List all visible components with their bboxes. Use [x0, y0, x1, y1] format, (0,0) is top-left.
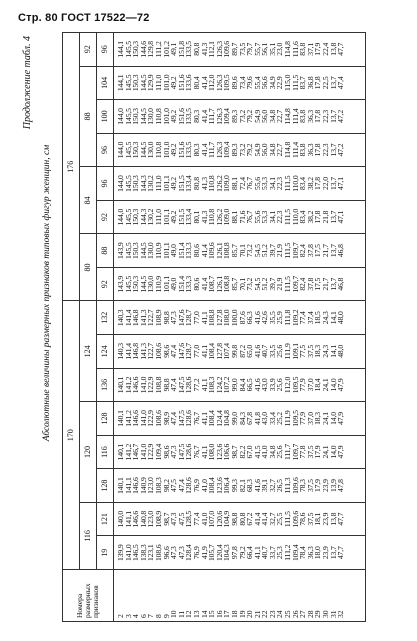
- column-header: 121: [97, 502, 114, 536]
- data-column: 140,1 141,1 146,6 140,9 123,0 108,3 98,2 47,5 47,4 128,6 76,9 41,0 108,4 123,6 106,4 99,3 82,1 68,3 41,6 39,1 32,7 26,5 111,3 109,6 78,3 37,5 17,9 23,9 13,9 47,8: [114, 469, 366, 503]
- column-header: 136: [97, 368, 114, 402]
- row-header-label: [63, 570, 114, 622]
- column-header: 96: [97, 167, 114, 201]
- data-column: 144,0 145,5 150,3 144,5 130,0 110,8 101,0 49,2 151,6 133,5 80,3 41,4 111,7 126,3 109,4 89,3 73,2 79,2 54,9 56,0 34,8 22,7 114,8 111,4 83,8 36,3 17,8 22,3 13,7 47,2: [114, 133, 366, 167]
- data-column: 144,1 145,5 150,3 144,6 129,8 111,2 101,2 49,1 151,8 133,5 80,8 41,3 112,1 126,3 109,6 89,7 73,5 79,7 55,7 56,1 35,1 23,0 114,8 111,6 83,8 37,1 17,9 22,4 13,8 47,7: [114, 33, 366, 67]
- subgroup-header: 88: [80, 66, 97, 167]
- subgroup-header: 92: [80, 33, 97, 67]
- data-column: 140,1 141,2 146,6 141,0 122,9 108,6 98,9 47,4 147,5 128,6 76,7 41,1 108,4 124,4 104,8 99,0 84,3 67,8 41,8 43,0 33,4 25,2 111,9 109,5 77,9 37,0 18,3 24,1 14,0 47,9: [114, 402, 366, 436]
- column-header: 92: [97, 200, 114, 234]
- data-column: 144,0 145,5 150,3 144,3 130,2 111,0 101,1 49,2 151,5 133,4 80,8 41,3 110,8 126,2 109,0 88,1 72,4 76,7 55,6 53,3 34,1 22,3 111,5 110,0 83,4 38,2 17,8 22,0 13,7 47,1: [114, 167, 366, 201]
- data-column: 140,0 141,1 146,6 140,8 123,0 108,9 98,7 47,3 47,5 128,5 77,4 41,0 107,0 120,6 104,9 98,8 80,8 67,2 41,4 41,4 32,7 25,5 111,5 109,6 78,6 37,5 18,1 23,9 13,8 47,7: [114, 502, 366, 536]
- subgroup-header: 116: [80, 502, 97, 569]
- data-column: 144,1 145,5 150,3 144,5 129,9 111,0 101,0 49,2 151,6 133,6 80,4 41,4 112,0 126,3 109,5 89,6 73,4 79,6 55,4 56,6 34,9 22,9 115,0 111,5 83,7 36,8 17,8 22,5 13,7 47,4: [114, 66, 366, 100]
- column-header: 19: [97, 536, 114, 570]
- rotated-table-page: [20, 30, 405, 626]
- column-header: 104: [97, 66, 114, 100]
- column-header: 100: [97, 100, 114, 134]
- column-header: 96: [97, 33, 114, 67]
- table-title: Абсолютные величины размерных признаков типовых фигур женщин, см: [42, 144, 52, 442]
- measurements-table: [62, 32, 366, 622]
- column-header: 96: [97, 133, 114, 167]
- data-column: 140,1 141,2 146,7 141,0 122,9 109,4 98,6 47,3 147,5 128,6 76,7 41,1 108,0 123,6 106,6 98,7 82,2 67,0 41,5 41,0 34,8 25,6 111,7 109,7 77,8 37,5 17,9 24,1 14,0 47,9: [114, 435, 366, 469]
- page-header: Стр. 80 ГОСТ 17522—72: [18, 12, 150, 24]
- subgroup-header: 124: [80, 301, 97, 402]
- data-column: 143,9 145,5 150,3 144,5 130,0 110,9 101,1 49,0 151,4 133,3 80,6 41,4 109,6 126,1 108,8 85,7 70,1 73,2 54,5 51,2 39,7 21,9 111,5 109,7 82,4 37,8 17,5 21,7 13,7 46,8: [114, 234, 366, 268]
- table-continuation-label: Продолжение табл. 4: [22, 36, 33, 130]
- column-header: 132: [97, 301, 114, 335]
- group-header-176: 176: [63, 33, 80, 302]
- row-number-column: 2 3 4 6 7 8 9 10 11 12 13 14 15 16 17 18 19 20 21 22 23 24 25 26 27 28 29 30 31 32: [114, 570, 366, 622]
- row-header-text: Номера размерных признаков: [75, 583, 100, 618]
- data-column: 140,1 141,2 146,6 141,0 122,9 108,8 98,8 47,4 147,5 128,6 77,2 41,1 108,3 124,2 107,2 99,0 84,4 66,5 41,6 43,0 33,9 25,6 112,0 109,5 77,9 37,0 18,4 24,1 14,0 47,9: [114, 368, 366, 402]
- data-column: 144,0 145,5 150,3 144,3 130,2 111,0 101,1 49,2 151,5 133,4 80,1 41,3 110,8 126,2 109,0 88,1 71,6 76,7 55,6 53,3 34,1 22,3 111,5 110,0 83,4 38,2 17,8 21,8 13,7 47,1: [114, 200, 366, 234]
- subgroup-header: 80: [80, 234, 97, 301]
- data-column: 144,0 145,5 150,3 144,5 130,0 110,8 101,0 49,2 151,6 133,5 80,3 41,4 111,7 126,3 109,4 89,3 73,2 79,2 54,9 56,0 34,8 22,7 114,8 111,4 83,8 36,3 17,8 22,3 13,7 47,2: [114, 100, 366, 134]
- subgroup-header: 84: [80, 167, 97, 234]
- data-column: 140,3 141,4 146,8 141,3 122,7 108,9 98,8 47,3 147,6 128,7 77,0 41,1 108,8 127,8 108,0 100,0 87,6 66,3 41,6 42,6 35,5 25,9 111,8 109,2 77,4 37,4 18,5 24,3 14,1 48,0: [114, 301, 366, 335]
- column-header: 128: [97, 402, 114, 436]
- data-column: 139,9 141,0 146,5 138,3 123,1 108,6 96,6 47,3 47,3 128,4 76,9 41,9 105,7 120,4 104,3 97,8 79,2 66,4 41,1 40,7 33,7 25,3 111,2 109,4 78,4 36,3 18,0 23,9 13,7 47,7: [114, 536, 366, 570]
- data-column: 140,3 141,4 146,8 141,3 122,7 108,6 98,6 47,4 147,6 128,7 77,0 41,1 108,4 127,8 107,4 99,8 87,2 65,0 41,6 40,7 33,5 25,6 111,9 109,1 77,5 37,5 18,3 24,3 14,1 48,0: [114, 335, 366, 369]
- data-column: 143,9 145,5 150,3 144,5 130,0 110,9 101,1 49,0 151,4 133,3 80,6 41,4 108,7 126,1 108,8 85,7 70,1 73,2 54,5 51,2 39,7 21,9 111,5 109,7 82,4 37,8 17,5 21,7 13,7 46,8: [114, 267, 366, 301]
- column-header: 128: [97, 469, 114, 503]
- column-header: 124: [97, 335, 114, 369]
- group-header-170: 170: [63, 301, 80, 570]
- column-header: 88: [97, 234, 114, 268]
- column-header: 92: [97, 267, 114, 301]
- subgroup-header: 120: [80, 402, 97, 503]
- column-header: 116: [97, 435, 114, 469]
